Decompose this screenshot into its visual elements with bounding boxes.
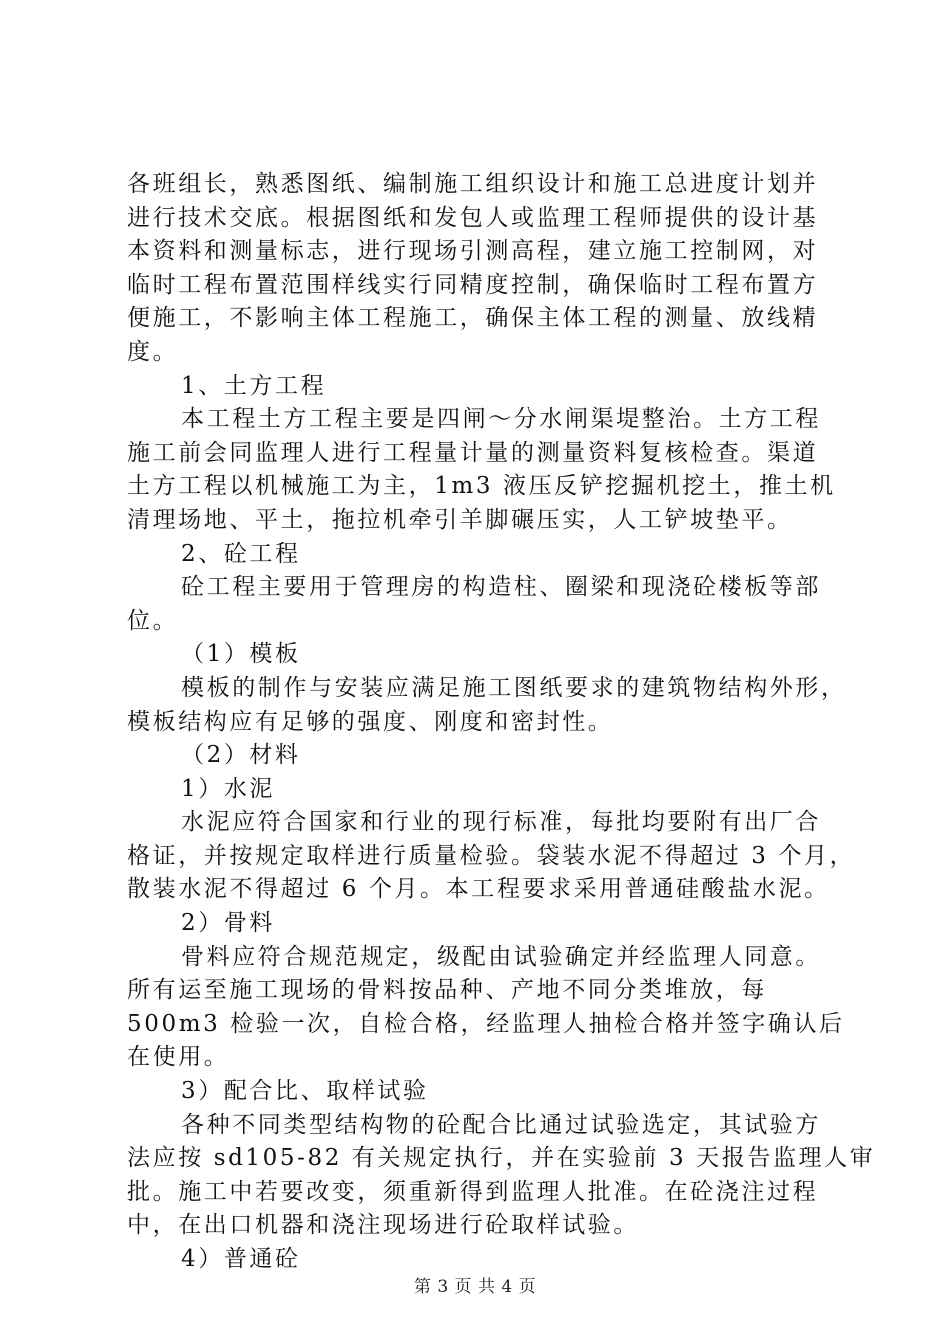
text-line: 1）水泥 bbox=[181, 775, 276, 802]
text-line: 土方工程以机械施工为主，1m3 液压反铲挖掘机挖土，推土机 bbox=[127, 473, 836, 500]
text-line: 位。 bbox=[127, 607, 179, 634]
text-line: 清理场地、平土，拖拉机牵引羊脚碾压实，人工铲坡垫平。 bbox=[127, 506, 793, 533]
text-line: 3）配合比、取样试验 bbox=[181, 1078, 429, 1105]
text-line: 临时工程布置范围样线实行同精度控制，确保临时工程布置方 bbox=[127, 271, 819, 298]
text-line: 本工程土方工程主要是四闸～分水闸渠堤整治。土方工程 bbox=[181, 406, 821, 433]
text-line: 施工前会同监理人进行工程量计量的测量资料复核检查。渠道 bbox=[127, 439, 819, 466]
text-line: 法应按 sd105-82 有关规定执行，并在实验前 3 天报告监理人审 bbox=[127, 1145, 876, 1172]
text-line: 度。 bbox=[127, 338, 179, 365]
text-line: 格证，并按规定取样进行质量检验。袋装水泥不得超过 3 个月， bbox=[127, 842, 856, 869]
text-line: 各种不同类型结构物的砼配合比通过试验选定，其试验方 bbox=[181, 1111, 821, 1138]
text-line: 2、砼工程 bbox=[181, 540, 301, 567]
text-line: 所有运至施工现场的骨料按品种、产地不同分类堆放，每 bbox=[127, 977, 767, 1004]
text-line: 散装水泥不得超过 6 个月。本工程要求采用普通硅酸盐水泥。 bbox=[127, 876, 830, 903]
text-line: 骨料应符合规范规定，级配由试验确定并经监理人同意。 bbox=[181, 943, 821, 970]
text-line: 1、土方工程 bbox=[181, 372, 327, 399]
text-line: 中，在出口机器和浇注现场进行砼取样试验。 bbox=[127, 1212, 639, 1239]
text-line: 在使用。 bbox=[127, 1044, 230, 1071]
text-line: 模板结构应有足够的强度、刚度和密封性。 bbox=[127, 708, 614, 735]
text-line: 水泥应符合国家和行业的现行标准，每批均要附有出厂合 bbox=[181, 809, 821, 836]
text-line: 进行技术交底。根据图纸和发包人或监理工程师提供的设计基 bbox=[127, 204, 819, 231]
document-body bbox=[127, 168, 876, 1277]
page-footer: 第 3 页 共 4 页 bbox=[413, 1277, 537, 1297]
text-line: 砼工程主要用于管理房的构造柱、圈梁和现浇砼楼板等部 bbox=[181, 574, 821, 601]
text-line: （1）模板 bbox=[181, 641, 301, 668]
text-line: （2）材料 bbox=[181, 742, 301, 769]
text-line: 各班组长，熟悉图纸、编制施工组织设计和施工总进度计划并 bbox=[127, 171, 819, 197]
text-line: 批。施工中若要改变，须重新得到监理人批准。在砼浇注过程 bbox=[127, 1178, 819, 1205]
text-line: 便施工，不影响主体工程施工，确保主体工程的测量、放线精 bbox=[127, 305, 819, 332]
text-line: 2）骨料 bbox=[181, 910, 276, 937]
text-line: 4）普通砼 bbox=[181, 1246, 301, 1272]
text-line: 模板的制作与安装应满足施工图纸要求的建筑物结构外形， bbox=[181, 674, 847, 701]
text-line: 本资料和测量标志，进行现场引测高程，建立施工控制网，对 bbox=[127, 238, 819, 265]
text-line: 500m3 检验一次，自检合格，经监理人抽检合格并签字确认后 bbox=[127, 1010, 845, 1037]
